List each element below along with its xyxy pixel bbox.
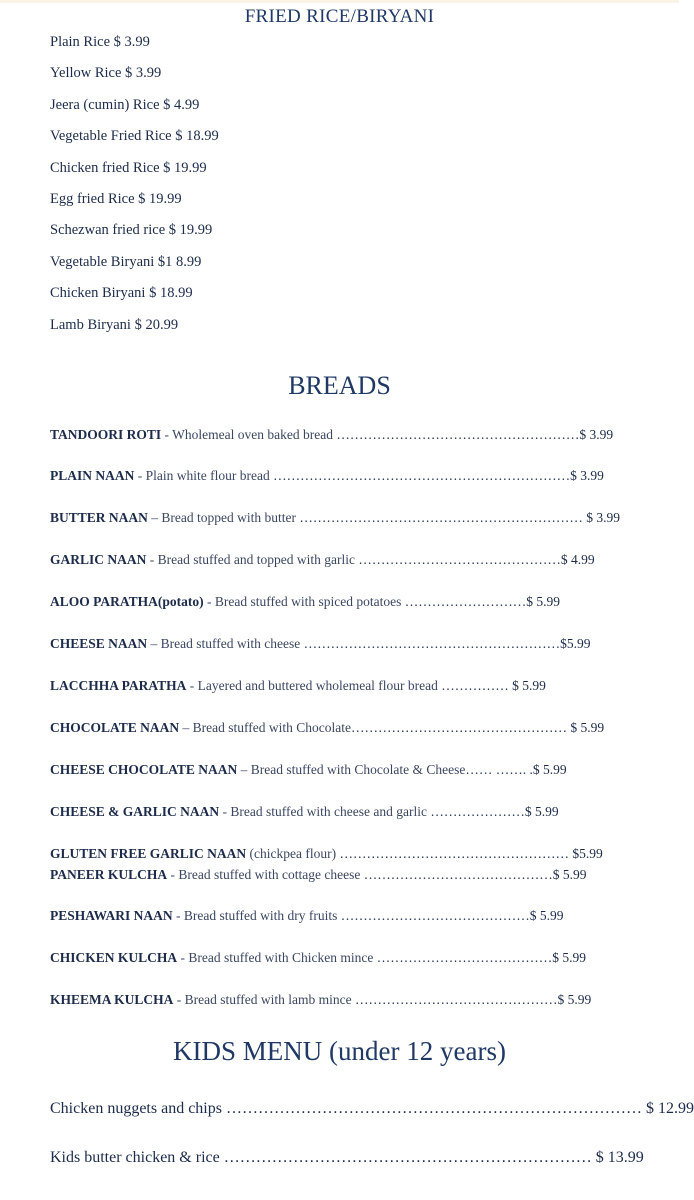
bread-item [50, 908, 610, 924]
bread-separator: - [177, 950, 189, 965]
bread-name: ALOO PARATHA(potato) [50, 594, 204, 609]
bread-item [50, 846, 610, 862]
kids-item-price: $ 12.99 [641, 1100, 694, 1117]
rice-item: Chicken Biryani $ 18.99 [50, 285, 193, 301]
bread-price: $ 5.99 [529, 908, 564, 923]
kids-menu-heading: KIDS MENU (under 12 years) [173, 1036, 506, 1066]
bread-price: $ 5.99 [524, 804, 559, 819]
dot-leader: ……………………………………………………… [295, 510, 583, 525]
top-edge-strip [0, 0, 679, 3]
bread-item [50, 636, 610, 652]
bread-description: Bread stuffed with cheese [160, 636, 301, 651]
bread-item [50, 594, 610, 610]
bread-name: TANDOORI ROTI [50, 427, 162, 442]
bread-item [50, 468, 610, 484]
dot-leader: ……………………………………… [351, 992, 558, 1007]
bread-separator: - [134, 468, 146, 483]
bread-item [50, 950, 610, 966]
bread-separator: - [161, 427, 173, 442]
bread-separator: – [147, 510, 162, 525]
bread-description: Layered and buttered wholemeal flour bread [197, 678, 438, 693]
bread-description: Bread stuffed with spiced potatoes [214, 594, 402, 609]
bread-separator: - [173, 992, 185, 1007]
dot-leader: ………………… [426, 804, 525, 819]
bread-name: KHEEMA KULCHA [50, 992, 174, 1007]
bread-price: $ 3.99 [582, 510, 620, 525]
bread-price: $ 4.99 [560, 552, 595, 567]
bread-description: Bread topped with butter [161, 510, 296, 525]
dot-leader: …………………………………………… [336, 846, 569, 861]
bread-name: CHICKEN KULCHA [50, 950, 178, 965]
dot-leader: ……………………………………………… [332, 427, 580, 442]
bread-description: Plain white flour bread [145, 468, 270, 483]
bread-price: $ 3.99 [579, 427, 614, 442]
bread-description: Bread stuffed with Chocolate [192, 720, 351, 735]
bread-description: Bread stuffed with lamb mince [184, 992, 352, 1007]
bread-description: Bread stuffed with cottage cheese [178, 867, 361, 882]
rice-item: Plain Rice $ 3.99 [50, 34, 150, 50]
dot-leader: …………………………………………………………………… [221, 1100, 642, 1117]
rice-item: Jeera (cumin) Rice $ 4.99 [50, 97, 200, 113]
bread-price: $ 5.99 [552, 950, 586, 965]
bread-price: $5.99 [560, 636, 591, 651]
bread-item [50, 510, 620, 526]
rice-item: Lamb Biryani $ 20.99 [50, 317, 179, 333]
bread-name: BUTTER NAAN [50, 510, 148, 525]
bread-separator: - [146, 552, 158, 567]
bread-name: PLAIN NAAN [50, 468, 135, 483]
rice-item: Vegetable Fried Rice $ 18.99 [50, 128, 219, 144]
bread-name: GARLIC NAAN [50, 552, 147, 567]
bread-separator: - [219, 804, 231, 819]
bread-name: PESHAWARI NAAN [50, 908, 173, 923]
bread-description: Wholemeal oven baked bread [172, 427, 333, 442]
dot-leader: ………………………………………………………… [269, 468, 571, 483]
rice-item: Schezwan fried rice $ 19.99 [50, 222, 213, 238]
bread-description: Bread stuffed with Chicken mince [188, 950, 374, 965]
bread-price: $ 5.99 [526, 594, 560, 609]
dot-leader: ………………………………… [373, 950, 553, 965]
bread-description: Bread stuffed with Chocolate & Cheese [250, 762, 466, 777]
bread-price: $ 5.99 [557, 992, 592, 1007]
bread-description: (chickpea flour) [249, 846, 337, 861]
rice-item: Yellow Rice $ 3.99 [50, 65, 162, 81]
kids-item [50, 1100, 694, 1118]
bread-name: CHEESE NAAN [50, 636, 148, 651]
bread-name: PANEER KULCHA [50, 867, 168, 882]
kids-item-name: Kids butter chicken & rice [50, 1149, 220, 1166]
bread-separator: – [179, 720, 193, 735]
bread-description: Bread stuffed with dry fruits [183, 908, 338, 923]
bread-separator: - [172, 908, 184, 923]
dot-leader: ……………………… [401, 594, 527, 609]
bread-name: CHEESE & GARLIC NAAN [50, 804, 220, 819]
dot-leader: ………………………………………… [350, 720, 567, 735]
bread-item [50, 678, 610, 694]
rice-item: Egg fried Rice $ 19.99 [50, 191, 182, 207]
dot-leader: …………………………………… [337, 908, 530, 923]
dot-leader: …………… [437, 678, 509, 693]
bread-separator: - [203, 594, 215, 609]
bread-item [50, 720, 610, 736]
dot-leader: ………………………………………………… [300, 636, 561, 651]
kids-item-name: Chicken nuggets and chips [50, 1100, 222, 1117]
bread-price: $ 5.99 [508, 678, 546, 693]
bread-item [50, 427, 614, 443]
bread-separator: - [167, 867, 179, 882]
fried-rice-heading: FRIED RICE/BIRYANI [244, 6, 435, 27]
bread-separator: – [147, 636, 161, 651]
bread-item [50, 762, 610, 778]
kids-item-price: $ 13.99 [591, 1149, 644, 1166]
bread-item [50, 552, 610, 568]
bread-name: LACCHHA PARATHA [50, 678, 187, 693]
dot-leader: …… ……. . [465, 762, 533, 777]
bread-name: CHOCOLATE NAAN [50, 720, 180, 735]
bread-price: $ 3.99 [570, 468, 604, 483]
bread-description: Bread stuffed and topped with garlic [157, 552, 355, 567]
bread-separator: - [186, 678, 198, 693]
bread-price: $ 5.99 [566, 720, 605, 735]
bread-price: $5.99 [568, 846, 603, 861]
bread-item [50, 992, 610, 1008]
rice-item: Vegetable Biryani $1 8.99 [50, 254, 202, 270]
bread-price: $ 5.99 [552, 867, 587, 882]
breads-heading: BREADS [288, 371, 391, 400]
bread-separator: – [237, 762, 251, 777]
bread-name: CHEESE CHOCOLATE NAAN [50, 762, 238, 777]
bread-name: GLUTEN FREE GARLIC NAAN [50, 846, 247, 861]
dot-leader: …………………………………………………………… [219, 1149, 592, 1166]
bread-item [50, 804, 610, 820]
bread-description: Bread stuffed with cheese and garlic [230, 804, 427, 819]
dot-leader: …………………………………… [360, 867, 553, 882]
dot-leader: ……………………………………… [354, 552, 561, 567]
bread-item [50, 867, 610, 883]
bread-price: $ 5.99 [532, 762, 567, 777]
kids-item [50, 1149, 644, 1167]
rice-item: Chicken fried Rice $ 19.99 [50, 160, 207, 176]
